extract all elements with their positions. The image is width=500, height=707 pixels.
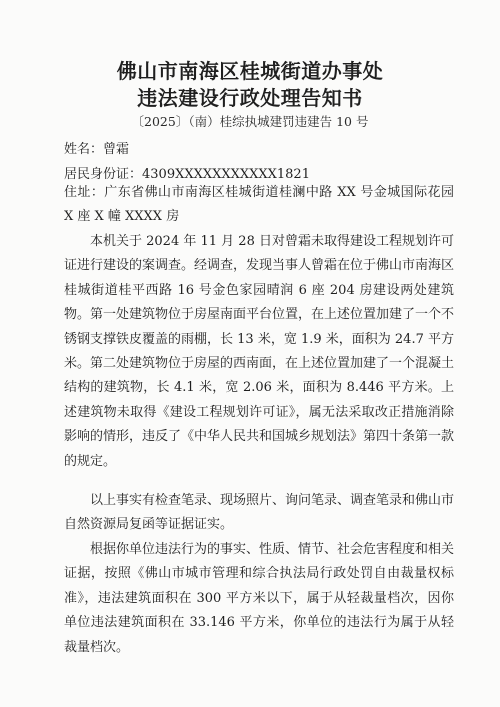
paragraph-basis: 根据你单位违法行为的事实、性质、情节、社会危害程度和相关证据，按照《佛山市城市管理和综合执法局行政处罚自由裁量权标准》，违法建筑面积在 300 平方米以下，属于从轻裁量档次，因你单位违法建筑面积在 33.146 平方米，你单位的违法行为属于从轻裁量档次。 — [64, 542, 455, 655]
paragraph-evidence: 以上事实有检查笔录、现场照片、询问笔录、调查笔录和佛山市自然资源局复函等证据证实。 — [64, 493, 455, 533]
document-title-line2: 违法建设行政处理告知书 — [137, 86, 363, 110]
party-address: 住址：广东省佛山市南海区桂城街道桂澜中路 XX 号金城国际花园 X 座 X 幢 XXXX 房 — [64, 185, 454, 225]
party-id-number: 居民身份证：4309XXXXXXXXXXX1821 — [64, 167, 310, 182]
party-name: 姓名：曾霜 — [64, 142, 130, 157]
document-title-line1: 佛山市南海区桂城街道办事处 — [116, 59, 384, 83]
document-number: 〔2025〕（南）桂综执城建罚违建告 10 号 — [131, 114, 369, 129]
paragraph-facts: 本机关于 2024 年 11 月 28 日对曾霜未取得建设工程规划许可证进行建设的案调查。经调查，发现当事人曾霜在位于佛山市南海区桂城街道桂平西路 16 号金色家园晴润 6 座 204 房建设两处建筑物。第一处建筑物位于房屋南面平台位置，在上述位置加建了一个不锈钢支撑铁皮覆盖的雨棚，长 13 米，宽 1.9 米，面积为 24.7 平方米。第二处建筑物位于房屋的西南面，在上述位置加建了一个混凝土结构的建筑物，长 4.1 米，宽 2.06 米，面积为 8.446 平方米。上述建筑物未取得《建设工程规划许可证》，属无法采取改正措施消除影响的情形，违反了《中华人民共和国城乡规划法》第四十条第一款的规定。 — [64, 234, 455, 469]
